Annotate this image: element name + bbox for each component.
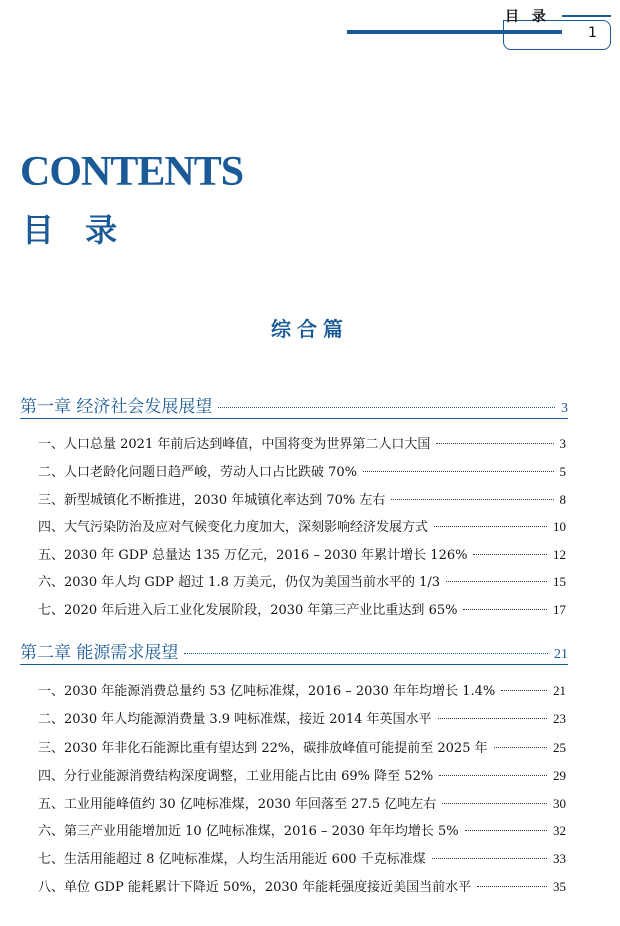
toc-entry[interactable] — [38, 599, 566, 618]
dot-leader — [501, 690, 547, 691]
dot-leader — [477, 886, 547, 887]
toc-entry[interactable] — [38, 516, 566, 535]
dot-leader — [391, 499, 553, 500]
dot-leader — [436, 443, 553, 444]
toc-entry[interactable] — [38, 876, 566, 895]
dot-leader — [465, 830, 547, 831]
toc-entry[interactable] — [38, 433, 566, 452]
chapter-1-heading[interactable] — [20, 392, 568, 417]
toc-entry-page: 12 — [553, 547, 566, 562]
chapter-1-label: 第一章 经济社会发展展望 — [20, 397, 213, 417]
toc-entry-label: 一、2030 年能源消费总量约 53 亿吨标准煤，2016 – 2030 年年均增长 1.4% — [38, 684, 496, 699]
chapter-1-rule — [20, 418, 568, 419]
toc-entry-page: 23 — [553, 711, 566, 726]
toc-entry-label: 五、工业用能峰值约 30 亿吨标准煤，2030 年回落至 27.5 亿吨左右 — [38, 797, 437, 812]
dot-leader — [463, 609, 547, 610]
toc-entry[interactable] — [38, 737, 566, 756]
toc-entry-label: 七、2020 年后进入后工业化发展阶段，2030 年第三产业比重达到 65% — [38, 603, 458, 618]
title-english: CONTENTS — [20, 149, 244, 195]
toc-entry-label: 三、新型城镇化不断推进，2030 年城镇化率达到 70% 左右 — [38, 493, 386, 508]
toc-entry-page: 33 — [553, 851, 566, 866]
header-page-number: 1 — [588, 25, 597, 41]
toc-entry[interactable] — [38, 571, 566, 590]
dot-leader — [218, 407, 555, 408]
toc-entry-label: 一、人口总量 2021 年前后达到峰值，中国将变为世界第二人口大国 — [38, 437, 431, 452]
toc-entry-page: 35 — [553, 879, 566, 894]
section-heading: 综合篇 — [271, 317, 349, 341]
toc-entry-page: 21 — [553, 683, 566, 698]
toc-entry-label: 四、大气污染防治及应对气候变化力度加大，深刻影响经济发展方式 — [38, 520, 429, 535]
toc-entry[interactable] — [38, 820, 566, 839]
toc-entry-label: 二、人口老龄化问题日趋严峻，劳动人口占比跌破 70% — [38, 465, 358, 480]
toc-entry-page: 5 — [559, 464, 566, 479]
toc-entry-label: 七、生活用能超过 8 亿吨标准煤，人均生活用能近 600 千克标准煤 — [38, 852, 426, 867]
dot-leader — [438, 718, 547, 719]
dot-leader — [363, 471, 553, 472]
toc-entry-page: 17 — [553, 602, 566, 617]
chapter-1-page: 3 — [561, 401, 568, 416]
toc-entry-page: 15 — [553, 574, 566, 589]
dot-leader — [446, 581, 547, 582]
toc-entry[interactable] — [38, 793, 566, 812]
dot-leader — [439, 775, 547, 776]
toc-entry-label: 六、第三产业用能增加近 10 亿吨标准煤，2016 – 2030 年年均增长 5% — [38, 824, 459, 839]
toc-entry[interactable] — [38, 489, 566, 508]
dot-leader — [442, 803, 547, 804]
chapter-2-heading[interactable] — [20, 638, 568, 663]
dot-leader — [434, 526, 547, 527]
toc-entry-page: 30 — [553, 796, 566, 811]
toc-entry-label: 五、2030 年 GDP 总量达 135 万亿元，2016 – 2030 年累计增长 126% — [38, 548, 468, 563]
dot-leader — [184, 653, 548, 654]
toc-entry[interactable] — [38, 765, 566, 784]
toc-entry[interactable] — [38, 544, 566, 563]
chapter-2-rule — [20, 664, 568, 665]
chapter-2-page: 21 — [554, 647, 568, 662]
toc-entry-page: 25 — [553, 740, 566, 755]
toc-entry-page: 29 — [553, 768, 566, 783]
toc-entry[interactable] — [38, 461, 566, 480]
toc-entry-label: 二、2030 年人均能源消费量 3.9 吨标准煤，接近 2014 年英国水平 — [38, 712, 432, 727]
dot-leader — [494, 747, 547, 748]
toc-entry[interactable] — [38, 680, 566, 699]
toc-entry[interactable] — [38, 708, 566, 727]
toc-entry-label: 三、2030 年非化石能源比重有望达到 22%，碳排放峰值可能提前至 2025 年 — [38, 741, 488, 756]
toc-entry[interactable] — [38, 848, 566, 867]
toc-entry-page: 10 — [553, 519, 566, 534]
header-tag: 目 录 — [505, 9, 550, 25]
dot-leader — [432, 858, 547, 859]
toc-entry-label: 六、2030 年人均 GDP 超过 1.8 万美元，仍仅为美国当前水平的 1/3 — [38, 575, 441, 590]
chapter-2-label: 第二章 能源需求展望 — [20, 643, 179, 663]
toc-entry-label: 八、单位 GDP 能耗累计下降近 50%，2030 年能耗强度接近美国当前水平 — [38, 880, 472, 895]
title-chinese: 目 录 — [22, 211, 128, 249]
toc-entry-page: 32 — [553, 823, 566, 838]
toc-entry-label: 四、分行业能源消费结构深度调整，工业用能占比由 69% 降至 52% — [38, 769, 434, 784]
toc-entry-page: 8 — [559, 492, 566, 507]
dot-leader — [473, 554, 547, 555]
toc-entry-page: 3 — [559, 436, 566, 451]
